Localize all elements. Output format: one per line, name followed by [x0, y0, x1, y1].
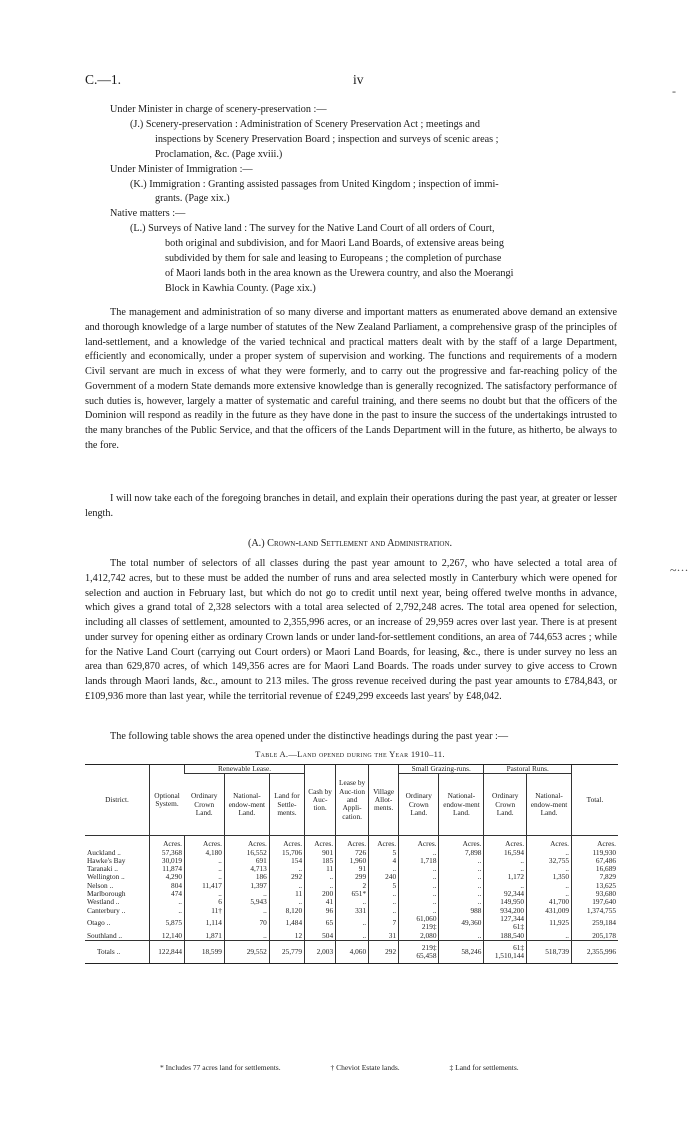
- table-row: [85, 907, 618, 915]
- value-cell: ..: [185, 857, 225, 865]
- footnote: † Cheviot Estate lands.: [330, 1063, 400, 1072]
- value-cell: 61,060 219‡: [399, 915, 439, 932]
- value-cell: ..: [439, 932, 484, 941]
- value-cell: 1,350: [527, 873, 572, 881]
- section-heading: (A.) Crown-land Settlement and Administration.: [247, 538, 453, 549]
- value-cell: 11†: [185, 907, 225, 915]
- value-cell: ..: [336, 898, 369, 906]
- district-cell: Canterbury ..: [87, 905, 126, 915]
- minister-list: [110, 103, 615, 297]
- value-cell: ..: [439, 865, 484, 873]
- value-cell: 431,009: [527, 907, 572, 915]
- value-cell: 726: [336, 849, 369, 857]
- page-number: iv: [353, 72, 364, 87]
- footnote: ‡ Land for settlements.: [449, 1063, 519, 1072]
- native-item-line: (L.) Surveys of Native land : The survey for the Native Land Court of all orders of Court,: [130, 223, 495, 235]
- group-pastoral: Pastoral Runs.: [484, 765, 572, 774]
- table-row: [85, 890, 618, 898]
- value-cell: 16,594: [484, 849, 527, 857]
- value-cell: ..: [484, 857, 527, 865]
- value-cell: 57,368: [150, 849, 185, 857]
- value-cell: 988: [439, 907, 484, 915]
- native-item-line: of Maori lands both in the area known as the Urewera country, and also the Moerangi: [165, 267, 514, 279]
- value-cell: 16,689: [572, 865, 619, 873]
- value-cell: ..: [150, 898, 185, 906]
- value-cell: 96: [305, 907, 336, 915]
- native-matters-label: Native matters :—: [110, 208, 186, 220]
- col-pr-national: National-endow-ment Land.: [527, 774, 572, 836]
- total-cell: 518,739: [527, 940, 572, 964]
- value-cell: ..: [484, 882, 527, 890]
- native-item-line: subdivided by them for sale and leasing to Europeans ; the completion of purchase: [165, 253, 502, 265]
- table-row: [85, 873, 618, 881]
- value-cell: ..: [269, 882, 304, 890]
- value-cell: ..: [527, 865, 572, 873]
- value-cell: 240: [369, 873, 399, 881]
- value-cell: ..: [439, 857, 484, 865]
- value-cell: 1,114: [185, 915, 225, 932]
- value-cell: 292: [269, 873, 304, 881]
- value-cell: 15,706: [269, 849, 304, 857]
- value-cell: 5,875: [150, 915, 185, 932]
- value-cell: 7: [369, 915, 399, 932]
- col-district: District.: [85, 765, 150, 836]
- value-cell: ..: [224, 907, 269, 915]
- value-cell: 149,950: [484, 898, 527, 906]
- value-cell: ..: [399, 882, 439, 890]
- value-cell: ..: [399, 890, 439, 898]
- total-cell: 18,599: [185, 940, 225, 964]
- value-cell: ..: [224, 932, 269, 941]
- intro-paragraph: I will now take each of the foregoing branches in detail, and explain their operations during the past year, at greater or lesser length.: [85, 493, 617, 519]
- value-cell: 4: [369, 857, 399, 865]
- value-cell: 119,930: [572, 849, 619, 857]
- unit-cell: Acres.: [224, 836, 269, 849]
- total-cell: 2,355,996: [572, 940, 619, 964]
- margin-mark-top: -: [672, 84, 676, 98]
- col-total: Total.: [572, 765, 619, 836]
- value-cell: 12,140: [150, 932, 185, 941]
- totals-row: [85, 940, 618, 964]
- value-cell: 7,898: [439, 849, 484, 857]
- native-item-line: both original and subdivision, and for Maori Land Boards, of extensive areas being: [165, 238, 504, 250]
- table-intro-paragraph: The following table shows the area opened under the distinctive headings during the past year :—: [110, 731, 509, 742]
- value-cell: 299: [336, 873, 369, 881]
- value-cell: ..: [439, 898, 484, 906]
- value-cell: 197,640: [572, 898, 619, 906]
- district-cell: Hawke's Bay: [87, 855, 126, 865]
- table-row: [85, 898, 618, 906]
- value-cell: 11,417: [185, 882, 225, 890]
- value-cell: 4,290: [150, 873, 185, 881]
- value-cell: 691: [224, 857, 269, 865]
- table-row: [85, 932, 618, 941]
- value-cell: 185: [305, 857, 336, 865]
- value-cell: ..: [527, 890, 572, 898]
- total-cell: 29,552: [224, 940, 269, 964]
- value-cell: 901: [305, 849, 336, 857]
- value-cell: 205,178: [572, 932, 619, 941]
- district-cell: Southland ..: [87, 930, 123, 940]
- col-cash-auction: Cash by Auc-tion.: [305, 765, 336, 836]
- value-cell: ..: [305, 873, 336, 881]
- total-cell: 219‡ 65,458: [399, 940, 439, 964]
- value-cell: ..: [185, 890, 225, 898]
- total-cell: 292: [369, 940, 399, 964]
- district-cell: Auckland ..: [87, 847, 121, 857]
- col-optional: Optional System.: [150, 765, 185, 836]
- value-cell: 5,943: [224, 898, 269, 906]
- district-cell: Otago ..: [87, 918, 111, 928]
- table-body: [85, 836, 618, 964]
- unit-cell: Acres.: [439, 836, 484, 849]
- unit-cell: Acres.: [399, 836, 439, 849]
- parliamentary-paper-code: C.—1.: [85, 72, 122, 87]
- value-cell: ..: [185, 865, 225, 873]
- district-cell: Nelson ..: [87, 880, 114, 890]
- footnotes: [160, 1063, 580, 1072]
- value-cell: 804: [150, 882, 185, 890]
- value-cell: 91: [336, 865, 369, 873]
- value-cell: 16,552: [224, 849, 269, 857]
- footnote: * Includes 77 acres land for settlements.: [160, 1063, 281, 1072]
- value-cell: ..: [185, 873, 225, 881]
- value-cell: 70: [224, 915, 269, 932]
- page-header: [85, 72, 625, 94]
- value-cell: 934,200: [484, 907, 527, 915]
- value-cell: ..: [399, 849, 439, 857]
- value-cell: 1,172: [484, 873, 527, 881]
- total-cell: 2,003: [305, 940, 336, 964]
- value-cell: ..: [527, 849, 572, 857]
- district-cell: Wellington ..: [87, 872, 125, 882]
- value-cell: 1,484: [269, 915, 304, 932]
- value-cell: 32,755: [527, 857, 572, 865]
- table-title: Table A.—Land opened during the Year 1910–11.: [255, 749, 445, 759]
- unit-cell: Acres.: [572, 836, 619, 849]
- value-cell: 504: [305, 932, 336, 941]
- value-cell: 1,960: [336, 857, 369, 865]
- value-cell: 11,874: [150, 865, 185, 873]
- table-row: [85, 915, 618, 932]
- value-cell: ..: [305, 882, 336, 890]
- total-cell: 58,246: [439, 940, 484, 964]
- total-cell: 122,844: [150, 940, 185, 964]
- value-cell: ..: [150, 907, 185, 915]
- value-cell: 474: [150, 890, 185, 898]
- value-cell: 11: [305, 865, 336, 873]
- value-cell: 331: [336, 907, 369, 915]
- total-cell: 61‡ 1,510,144: [484, 940, 527, 964]
- value-cell: 6: [185, 898, 225, 906]
- value-cell: ..: [269, 898, 304, 906]
- value-cell: ..: [399, 898, 439, 906]
- land-opened-table: [85, 764, 618, 964]
- native-item-line: Block in Kawhia County. (Page xix.): [165, 282, 316, 294]
- value-cell: ..: [224, 890, 269, 898]
- col-ordinary-crown: Ordinary Crown Land.: [185, 774, 225, 836]
- col-village: Village Allot-ments.: [369, 765, 399, 836]
- unit-cell: Acres.: [369, 836, 399, 849]
- unit-cell: Acres.: [336, 836, 369, 849]
- value-cell: 5: [369, 882, 399, 890]
- value-cell: 92,344: [484, 890, 527, 898]
- value-cell: ..: [439, 873, 484, 881]
- value-cell: ..: [369, 890, 399, 898]
- col-pr-ordinary: Ordinary Crown Land.: [484, 774, 527, 836]
- value-cell: 1,871: [185, 932, 225, 941]
- value-cell: ..: [369, 865, 399, 873]
- value-cell: 4,713: [224, 865, 269, 873]
- value-cell: ..: [369, 907, 399, 915]
- value-cell: 1,397: [224, 882, 269, 890]
- unit-cell: Acres.: [150, 836, 185, 849]
- unit-cell: Acres.: [185, 836, 225, 849]
- management-paragraph: The management and administration of so many diverse and important matters as enumerated above demand an extensive and thorough knowledge of a large number of statutes of the New Zealand Parliament, a comprehensive grasp of the principles of land-settlement, and a knowledge of the varied technical and practical matters dealt with by the staff of a large Department, efficiently and economically, under a proper system of supervision and working. The functions and requirements of a modern Civil servant are much in excess of what they were formerly, and to carry out the progressive and far-reaching policy of the Government of a modern State demands more extensive knowledge than is generally recognized. The satisfactory performance of such duties is, however, largely a matter of systematic and careful training, and there seems no doubt but that the officers of the Dominion will respond as readily in the future as they have done in the past to insure the success of the undertakings intrusted to the many branches of the Public Service, and that the officers of the Lands Department will in the future, as hitherto, be always to the fore.: [85, 307, 617, 451]
- immigration-item-line: (K.) Immigration : Granting assisted passages from United Kingdom ; inspection of immi-: [130, 178, 499, 190]
- total-cell: 25,779: [269, 940, 304, 964]
- value-cell: ..: [527, 882, 572, 890]
- scenery-item-line: Proclamation, &c. (Page xviii.): [155, 148, 283, 160]
- district-cell: Taranaki ..: [87, 864, 118, 874]
- col-sg-ordinary: Ordinary Crown Land.: [399, 774, 439, 836]
- unit-cell: Acres.: [527, 836, 572, 849]
- margin-mark-middle: ~···: [670, 563, 689, 577]
- value-cell: ..: [336, 915, 369, 932]
- group-renewable-lease: Renewable Lease.: [185, 765, 305, 774]
- value-cell: 93,680: [572, 890, 619, 898]
- value-cell: ..: [439, 890, 484, 898]
- immigration-item-line: grants. (Page xix.): [155, 193, 230, 205]
- value-cell: 41,700: [527, 898, 572, 906]
- value-cell: 67,486: [572, 857, 619, 865]
- value-cell: 259,184: [572, 915, 619, 932]
- value-cell: 1,374,755: [572, 907, 619, 915]
- value-cell: 200: [305, 890, 336, 898]
- value-cell: ..: [369, 898, 399, 906]
- value-cell: 30,019: [150, 857, 185, 865]
- value-cell: 5: [369, 849, 399, 857]
- value-cell: 12: [269, 932, 304, 941]
- value-cell: 49,360: [439, 915, 484, 932]
- totals-label: Totals ..: [85, 940, 150, 964]
- district-cell: Westland ..: [87, 897, 120, 907]
- col-sg-national: National-endow-ment Land.: [439, 774, 484, 836]
- value-cell: 651*: [336, 890, 369, 898]
- value-cell: 11,925: [527, 915, 572, 932]
- district-cell: Marlborough: [87, 889, 126, 899]
- value-cell: 188,540: [484, 932, 527, 941]
- value-cell: ..: [336, 932, 369, 941]
- value-cell: ..: [399, 907, 439, 915]
- value-cell: 8,120: [269, 907, 304, 915]
- minister-scenery-label: Under Minister in charge of scenery-preservation :—: [110, 104, 327, 115]
- value-cell: ..: [439, 882, 484, 890]
- value-cell: ..: [484, 865, 527, 873]
- col-land-for-settlements: Land for Settle-ments.: [269, 774, 304, 836]
- scenery-item-line: inspections by Scenery Preservation Board ; inspection and surveys of scenic areas ;: [155, 133, 499, 145]
- value-cell: 2,080: [399, 932, 439, 941]
- value-cell: ..: [269, 865, 304, 873]
- value-cell: 11: [269, 890, 304, 898]
- units-row: [85, 836, 618, 849]
- value-cell: 7,829: [572, 873, 619, 881]
- value-cell: ..: [527, 932, 572, 941]
- units-row-label: [85, 836, 150, 849]
- minister-immigration-label: Under Minister of Immigration :—: [110, 163, 253, 175]
- value-cell: 4,180: [185, 849, 225, 857]
- value-cell: 127,344 61‡: [484, 915, 527, 932]
- unit-cell: Acres.: [305, 836, 336, 849]
- value-cell: ..: [399, 873, 439, 881]
- value-cell: 154: [269, 857, 304, 865]
- value-cell: 13,625: [572, 882, 619, 890]
- value-cell: 65: [305, 915, 336, 932]
- unit-cell: Acres.: [484, 836, 527, 849]
- value-cell: 41: [305, 898, 336, 906]
- value-cell: 1,718: [399, 857, 439, 865]
- col-lease-auction: Lease by Auc-tion and Appli-cation.: [336, 765, 369, 836]
- scenery-item-line: (J.) Scenery-preservation : Administration of Scenery Preservation Act ; meetings and: [130, 118, 480, 130]
- crown-land-paragraph: The total number of selectors of all classes during the past year amount to 2,267, who have selected a total area of 1,412,742 acres, but to these must be added the number of runs and area selected mostly in Canterbury which were opened for selection and auction in February last, but which do not go to credit until next year, being offered twelve months in advance, which gives a grand total of 2,328 selectors with a total area selected of 2,792,248 acres. The total area opened for selection, including all classes of settlement, amounted to 2,355,996 acres, or an increase of 29,959 acres over last year. There is at present under survey for opening either as ordinary Crown lands or under land-for-settlement conditions, an area of 744,653 acres ; while for the Native Land Court (carrying out Court orders) or Maori Land Boards, for leasing, &c., there is under survey no less an area than 629,870 acres, of which 149,356 acres are for Maori Land Boards. The roads under survey to give access to Crown lands through Maori lands, &c., amount to 213 miles. The gross revenue received during the past year amounts to £784,843, or £109,936 more than last year, while the territorial revenue of £249,299 exceeds last years' by £48,042.: [85, 558, 617, 702]
- value-cell: ..: [399, 865, 439, 873]
- group-small-grazing: Small Grazing-runs.: [399, 765, 484, 774]
- value-cell: 2: [336, 882, 369, 890]
- value-cell: 31: [369, 932, 399, 941]
- col-national-endowment: National-endow-ment Land.: [224, 774, 269, 836]
- value-cell: 186: [224, 873, 269, 881]
- unit-cell: Acres.: [269, 836, 304, 849]
- total-cell: 4,060: [336, 940, 369, 964]
- table-row: [85, 865, 618, 873]
